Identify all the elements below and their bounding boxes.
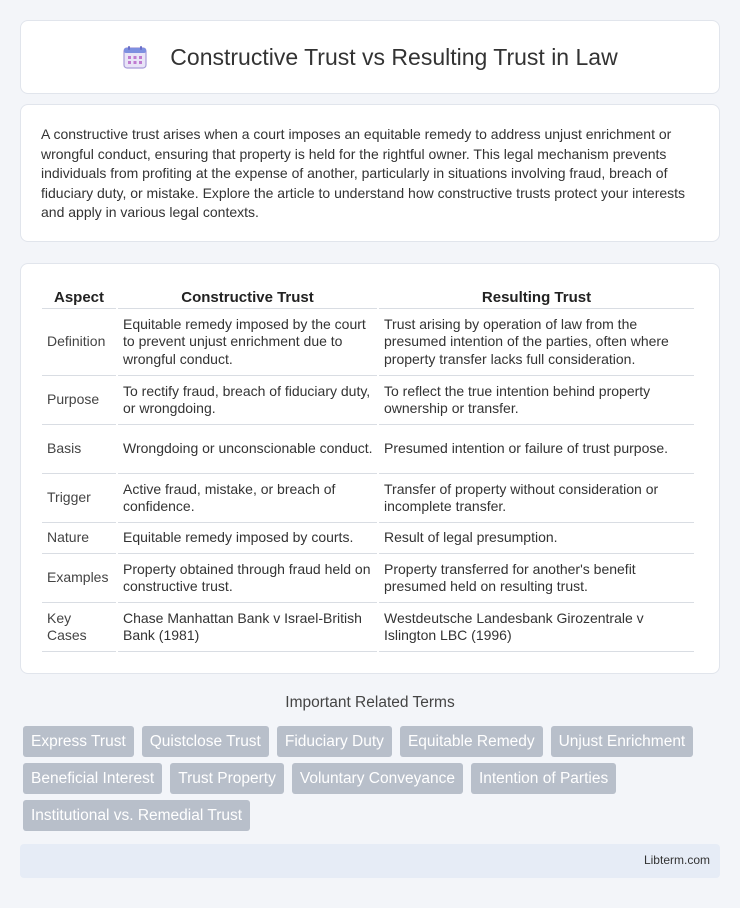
calendar-grid-icon bbox=[122, 44, 148, 70]
tag-institutional-vs-remedial-trust[interactable]: Institutional vs. Remedial Trust bbox=[23, 800, 250, 831]
related-terms-title: Important Related Terms bbox=[285, 694, 455, 711]
table-row bbox=[42, 474, 694, 523]
row-constructive: Chase Manhattan Bank v Israel-British Bank (1981) bbox=[118, 603, 377, 652]
row-aspect: Nature bbox=[42, 523, 116, 554]
comparison-table bbox=[40, 286, 696, 652]
tag-voluntary-conveyance[interactable]: Voluntary Conveyance bbox=[292, 763, 463, 794]
page-title: Constructive Trust vs Resulting Trust in Law bbox=[170, 43, 618, 70]
table-header-row bbox=[42, 286, 694, 309]
row-aspect: Basis bbox=[42, 425, 116, 474]
tag-fiduciary-duty[interactable]: Fiduciary Duty bbox=[277, 726, 392, 757]
related-terms-tags bbox=[20, 726, 720, 831]
intro-card bbox=[20, 104, 720, 242]
row-aspect: Purpose bbox=[42, 376, 116, 425]
table-row bbox=[42, 603, 694, 652]
header-resulting-trust: Resulting Trust bbox=[379, 286, 694, 309]
tag-unjust-enrichment[interactable]: Unjust Enrichment bbox=[551, 726, 694, 757]
row-aspect: Examples bbox=[42, 554, 116, 603]
header-constructive-trust: Constructive Trust bbox=[118, 286, 377, 309]
table-row bbox=[42, 376, 694, 425]
footer-site-link[interactable]: Libterm.com bbox=[643, 853, 710, 867]
row-resulting: Presumed intention or failure of trust purpose. bbox=[379, 425, 694, 474]
title-card bbox=[20, 20, 720, 94]
row-resulting: Trust arising by operation of law from the presumed intention of the parties, often where property transfer lacks full consideration. bbox=[379, 309, 694, 376]
tag-equitable-remedy[interactable]: Equitable Remedy bbox=[400, 726, 543, 757]
tag-beneficial-interest[interactable]: Beneficial Interest bbox=[23, 763, 162, 794]
row-aspect: Trigger bbox=[42, 474, 116, 523]
table-row bbox=[42, 425, 694, 474]
row-resulting: Transfer of property without consideration or incomplete transfer. bbox=[379, 474, 694, 523]
row-resulting: Result of legal presumption. bbox=[379, 523, 694, 554]
table-row bbox=[42, 523, 694, 554]
row-constructive: Active fraud, mistake, or breach of confidence. bbox=[118, 474, 377, 523]
intro-text: A constructive trust arises when a court imposes an equitable remedy to address unjust enrichment or wrongful conduct, ensuring that property is held for the rightful owner. This legal mechanism prevents individuals from profiting at the expense of another, particularly in situations involving fraud, breach of fiduciary duty, or mistake. Explore the article to understand how constructive trusts protect your interests and apply in various legal contexts. bbox=[41, 126, 686, 220]
row-aspect: Definition bbox=[42, 309, 116, 376]
row-resulting: Westdeutsche Landesbank Girozentrale v Islington LBC (1996) bbox=[379, 603, 694, 652]
row-constructive: To rectify fraud, breach of fiduciary duty, or wrongdoing. bbox=[118, 376, 377, 425]
tag-intention-of-parties[interactable]: Intention of Parties bbox=[471, 763, 616, 794]
tag-express-trust[interactable]: Express Trust bbox=[23, 726, 134, 757]
row-resulting: Property transferred for another's benefit presumed held on resulting trust. bbox=[379, 554, 694, 603]
tag-trust-property[interactable]: Trust Property bbox=[170, 763, 284, 794]
row-constructive: Equitable remedy imposed by the court to prevent unjust enrichment due to wrongful conduct. bbox=[118, 309, 377, 376]
table-row bbox=[42, 309, 694, 376]
row-aspect: Key Cases bbox=[42, 603, 116, 652]
row-resulting: To reflect the true intention behind property ownership or transfer. bbox=[379, 376, 694, 425]
row-constructive: Property obtained through fraud held on constructive trust. bbox=[118, 554, 377, 603]
tag-quistclose-trust[interactable]: Quistclose Trust bbox=[142, 726, 269, 757]
footer bbox=[20, 844, 720, 878]
header-aspect: Aspect bbox=[42, 286, 116, 309]
comparison-table-card bbox=[20, 263, 720, 674]
row-constructive: Equitable remedy imposed by courts. bbox=[118, 523, 377, 554]
table-row bbox=[42, 554, 694, 603]
row-constructive: Wrongdoing or unconscionable conduct. bbox=[118, 425, 377, 474]
